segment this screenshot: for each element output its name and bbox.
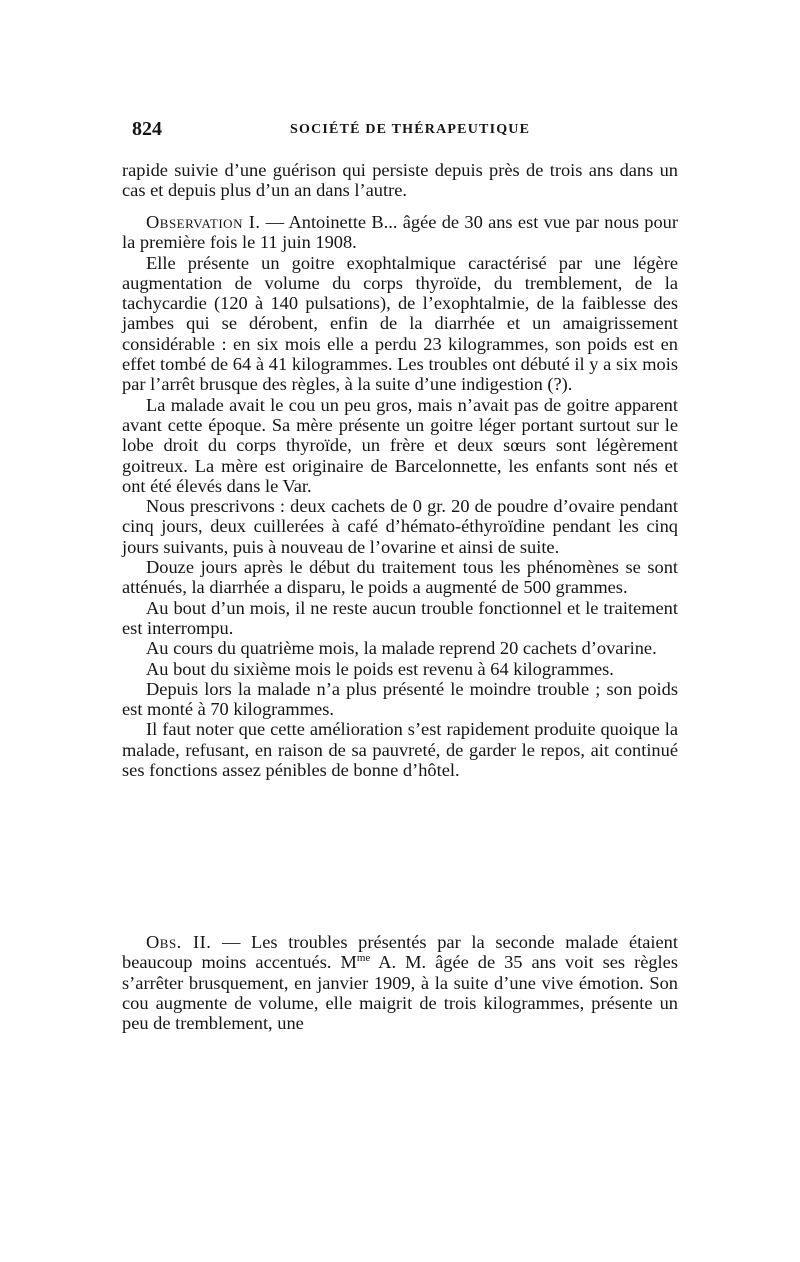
running-title: SOCIÉTÉ DE THÉRAPEUTIQUE (290, 122, 531, 137)
obs2-title (340, 952, 370, 972)
obs1-paragraph: Au bout du sixième mois le poids est revenu à 64 kilogrammes. (146, 658, 614, 679)
page-header (132, 118, 677, 142)
obs1-heading-paragraph (122, 212, 678, 253)
obs1-paragraph: Au bout d’un mois, il ne reste aucun trouble fonctionnel et le traitement est interrompu. (122, 597, 678, 638)
obs2-text-a: — Les troubles présentés par la seconde malade étaient beaucoup moins accentués. (122, 932, 678, 973)
obs1-paragraph: Au cours du quatrième mois, la malade reprend 20 cachets d’ovarine. (146, 638, 657, 659)
obs2-title-sup: me (356, 952, 371, 965)
observation-1 (122, 212, 678, 780)
intro-paragraph: rapide suivie d’une guérison qui persiste depuis près de trois ans dans un cas et depuis plus d’un an dans l’autre. (122, 160, 678, 201)
obs2-label: Obs. II. (146, 932, 212, 952)
obs1-intro: — Antoinette B... âgée de 30 ans est vue par nous pour la première fois le 11 juin 1908. (122, 212, 678, 253)
obs2-paragraph (122, 932, 678, 1033)
obs1-label: Observation I. (146, 212, 261, 232)
intro-block (122, 160, 678, 201)
obs1-paragraph: Elle présente un goitre exophtalmique caractérisé par une légère augmentation de volume du corps thyroïde, du tremblement, de la tachycardie (120 à 140 pulsations), de l’exophtalmie, de la faiblesse des jambes qui se dérobent, enfin de la diarrhée et un amaigrissement considérable : en six mois elle a perdu 23 kilogrammes, son poids est en effet tombé de 64 à 41 kilogrammes. Les troubles ont débuté il y a six mois par l’arrêt brusque des règles, à la suite d’une indigestion (?). (122, 252, 678, 395)
obs2-title-base: M (340, 952, 357, 973)
obs1-paragraph: Douze jours après le début du traitement tous les phénomènes se sont atténués, la diarrhée a disparu, le poids a augmenté de 500 grammes. (122, 557, 678, 598)
obs2-text-b: A. M. âgée de 35 ans voit ses règles s’arrêter brusquement, en janvier 1909, à la suite d’une vive émotion. Son cou augmente de volume, elle maigrit de trois kilogrammes, présente un peu de tremblement, une (122, 952, 678, 1034)
obs1-paragraph: Depuis lors la malade n’a plus présenté le moindre trouble ; son poids est monté à 70 kilogrammes. (122, 678, 678, 720)
obs1-paragraph: Il faut noter que cette amélioration s’est rapidement produite quoique la malade, refusant, en raison de sa pauvreté, de garder le repos, ait continué ses fonctions assez pénibles de bonne d’hôtel. (122, 719, 678, 781)
obs1-paragraph: Nous prescrivons : deux cachets de 0 gr. 20 de poudre d’ovaire pendant cinq jours, deux cuillerées à café d’hémato-éthyroïdine pendant les cinq jours suivants, puis à nouveau de l’ovarine et ainsi de suite. (122, 496, 678, 557)
obs1-paragraph: La malade avait le cou un peu gros, mais n’avait pas de goitre apparent avant cette époque. Sa mère présente un goitre léger portant surtout sur le lobe droit du corps thyroïde, un frère et deux sœurs sont légèrement goitreux. La mère est originaire de Barcelonnette, les enfants sont nés et ont été élevés dans le Var. (122, 394, 678, 496)
page-number: 824 (132, 118, 162, 140)
observation-2 (122, 932, 678, 1033)
